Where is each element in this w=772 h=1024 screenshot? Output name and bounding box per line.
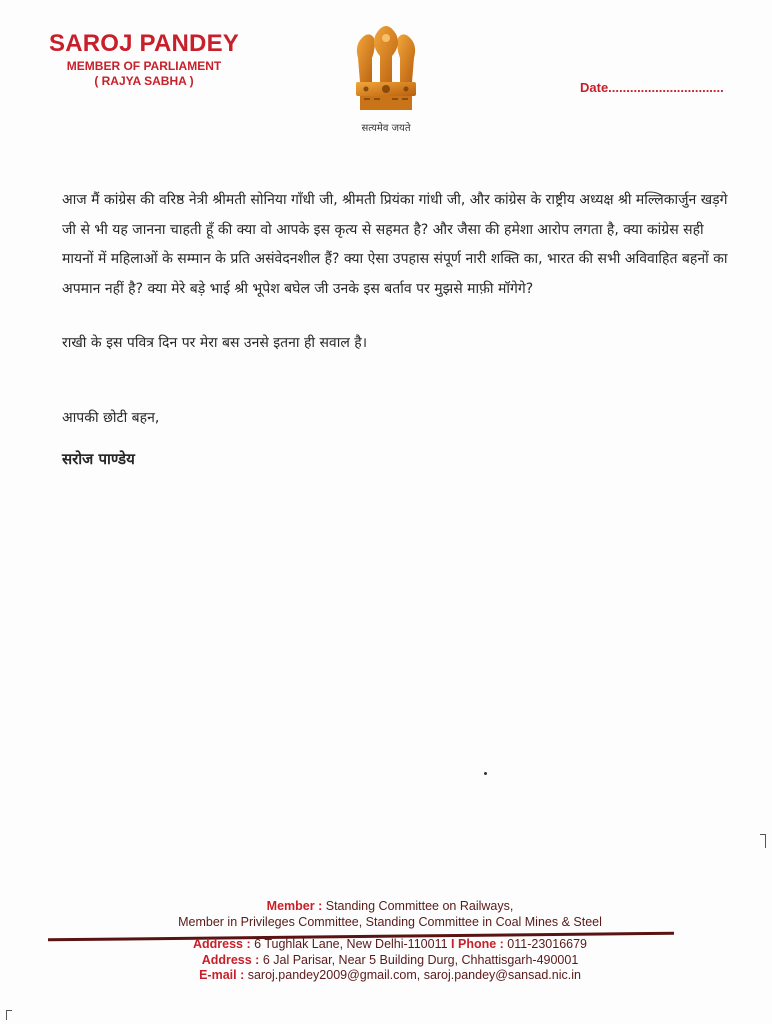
footer-committees xyxy=(150,898,630,930)
national-emblem-icon xyxy=(350,20,422,120)
scan-speck xyxy=(484,772,487,775)
letter-paragraph-1: आज मैं कांग्रेस की वरिष्ठ नेत्री श्रीमती सोनिया गाँधी जी, श्रीमती प्रियंका गांधी जी, और कांग्रेस के राष्ट्रीय अध्यक्ष श्री मल्लिकार्जुन खड़गे जी से भी यह जानना चाहती हूँ की क्या वो आपके इस कृत्य से सहमत है? और जैसा की हमेशा आरोप लगता है, क्या कांग्रेस सही मायनों में महिलाओं के सम्मान के प्रति असंवेदनशील हैं? क्या ऐसा उपहास संपूर्ण नारी शक्ति का, भारत की सभी अविवाहित बहनों का अपमान नहीं है? क्या मेरे बड़े भाई श्री भूपेश बघेल जी उनके इस बर्ताव पर मुझसे माफ़ी मॉगेगे? xyxy=(62,192,728,297)
footer-contact xyxy=(150,937,630,984)
sender-house: ( RAJYA SABHA ) xyxy=(94,74,194,88)
footer-email: E-mail : saroj.pandey2009@gmail.com, saroj.pandey@sansad.nic.in xyxy=(199,968,581,982)
sender-name: SAROJ PANDEY xyxy=(49,30,239,57)
date-field: Date................................ xyxy=(580,80,724,95)
letter-paragraph-2: राखी के इस पवित्र दिन पर मेरा बस उनसे इतना ही सवाल है। xyxy=(62,335,368,351)
scan-corner-mark xyxy=(6,1010,12,1020)
footer-member-line-1: Member : Standing Committee on Railways, xyxy=(266,899,514,913)
emblem-motto: सत्यमेव जयते xyxy=(361,123,411,134)
footer-member-line-2: Member in Privileges Committee, Standing Committee in Coal Mines & Steel xyxy=(178,915,602,929)
sender-title: MEMBER OF PARLIAMENT xyxy=(66,59,222,73)
letter-signature: सरोज पाण्डेय xyxy=(62,450,135,468)
scan-corner-mark xyxy=(760,834,766,848)
letterhead-block xyxy=(44,30,244,88)
footer-address-1: Address : 6 Tughlak Lane, New Delhi-110011 I Phone : 011-23016679 xyxy=(192,937,588,951)
letter-closing: आपकी छोटी बहन, xyxy=(62,410,160,426)
letter-body xyxy=(62,186,732,469)
footer-address-2: Address : 6 Jal Parisar, Near 5 Building Durg, Chhattisgarh-490001 xyxy=(201,952,579,967)
